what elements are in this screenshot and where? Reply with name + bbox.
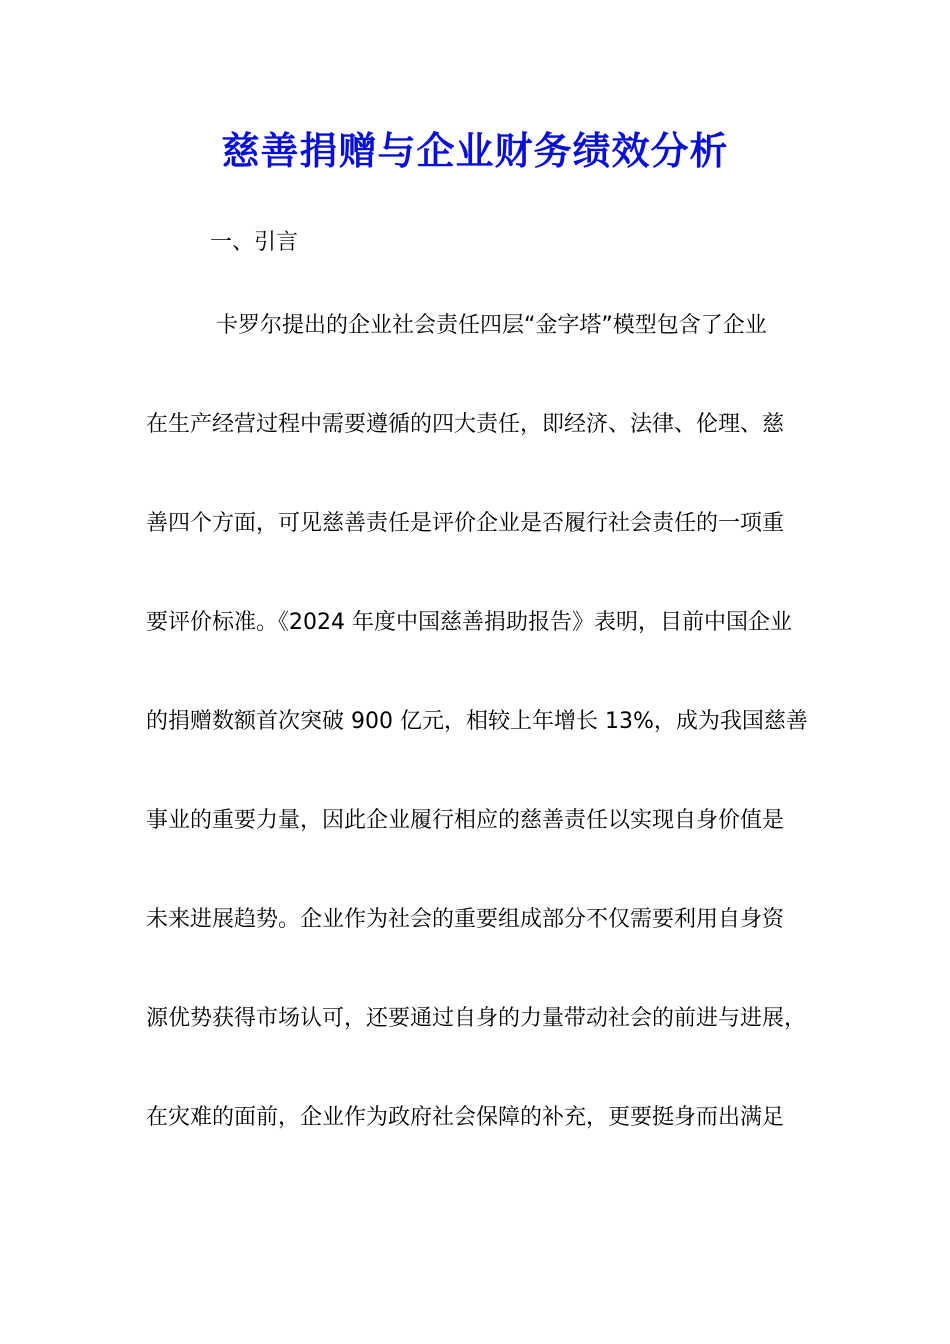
body-line: 的捐赠数额首次突破 900 亿元，相较上年增长 13%，成为我国慈善 (146, 709, 808, 734)
body-line: 未来进展趋势。企业作为社会的重要组成部分不仅需要利用自身资 (146, 907, 785, 932)
body-line: 要评价标准。《2024 年度中国慈善捐助报告》表明，目前中国企业 (146, 610, 792, 635)
body-line: 事业的重要力量，因此企业履行相应的慈善责任以实现自身价值是 (146, 808, 785, 833)
body-line: 善四个方面，可见慈善责任是评价企业是否履行社会责任的一项重 (146, 511, 785, 536)
body-line: 源优势获得市场认可，还要通过自身的力量带动社会的前进与进展， (146, 1006, 807, 1031)
body-paragraph (146, 311, 826, 1202)
section-heading-introduction: 一、引言 (210, 230, 299, 255)
body-line: 在灾难的面前，企业作为政府社会保障的补充，更要挺身而出满足 (146, 1105, 785, 1130)
body-line: 卡罗尔提出的企业社会责任四层“金字塔”模型包含了企业 (216, 313, 767, 338)
document-title: 慈善捐赠与企业财务绩效分析 (221, 129, 729, 173)
body-line: 在生产经营过程中需要遵循的四大责任，即经济、法律、伦理、慈 (146, 412, 785, 437)
